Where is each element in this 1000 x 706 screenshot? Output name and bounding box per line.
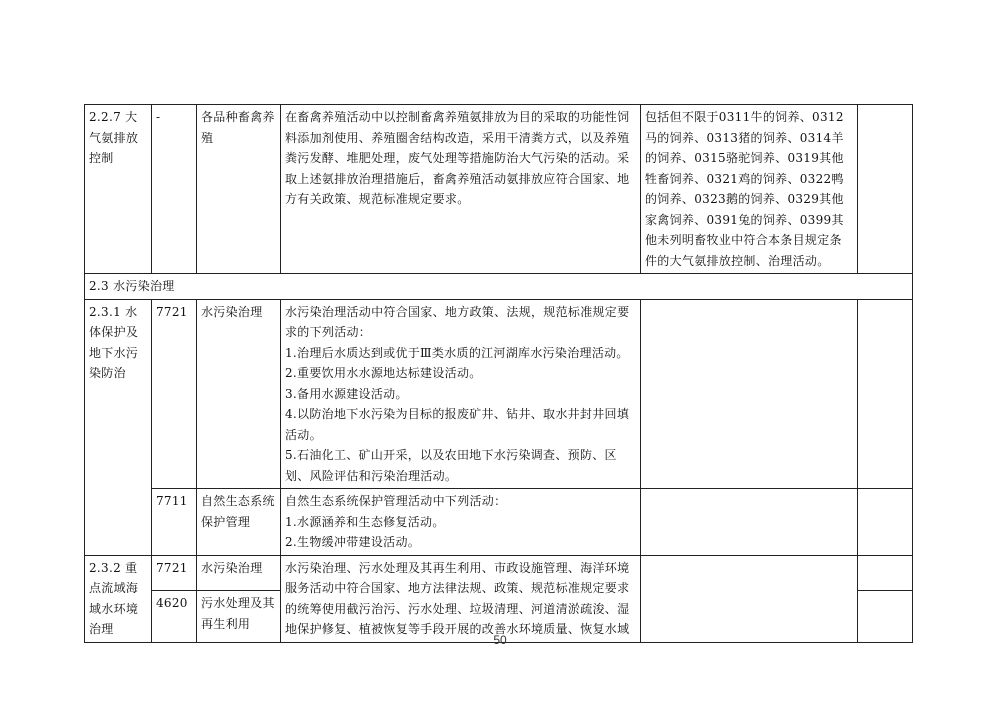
industry-cell: 污水处理及其再生利用	[197, 591, 281, 642]
code-cell: 7711	[152, 489, 197, 556]
extra-cell	[858, 299, 913, 489]
table-row	[85, 489, 913, 556]
notes-cell	[641, 299, 858, 489]
description-item: 3.备用水源建设活动。	[285, 386, 408, 401]
category-cell: 2.3.1 水体保护及地下水污染防治	[85, 299, 152, 555]
table-row	[85, 299, 913, 489]
category-cell: 2.3.2 重点流域海域水环境治理	[85, 555, 152, 642]
description-cell	[281, 489, 641, 556]
description-cell	[281, 299, 641, 489]
description-item: 2.重要饮用水水源地达标建设活动。	[285, 366, 482, 380]
description-item: 1.水源涵养和生态修复活动。	[285, 514, 445, 529]
description-cell: 在畜禽养殖活动中以控制畜禽养殖氨排放为目的采取的功能性饲料添加剂使用、养殖圈舍结构改造，采用干清粪方式，以及养殖粪污发酵、堆肥处理，废气处理等措施防治大气污染的活动。采取上述氨排放治理措施后，畜禽养殖活动氨排放应符合国家、地方有关政策、规范标准规定要求。	[281, 105, 641, 274]
industry-cell: 水污染治理	[197, 299, 281, 489]
extra-cell	[858, 105, 913, 274]
section-header-row	[85, 274, 913, 300]
extra-cell	[858, 555, 913, 591]
description-intro: 水污染治理活动中符合国家、地方政策、法规，规范标准规定要求的下列活动：	[285, 304, 630, 339]
notes-cell: 包括但不限于0311牛的饲养、0312马的饲养、0313猪的饲养、0314羊的饲养、0315骆驼饲养、0319其他牲畜饲养、0321鸡的饲养、0322鸭的饲养、0323鹅的饲养、0329其他家禽饲养、0391兔的饲养、0399其他未列明畜牧业中符合本条目规定条件的大气氨排放控制、治理活动。	[641, 105, 858, 274]
table-row	[85, 555, 913, 591]
description-intro: 自然生态系统保护管理活动中下列活动：	[285, 494, 507, 508]
industry-cell: 水污染治理	[197, 555, 281, 591]
description-item: 5.石油化工、矿山开采，以及农田地下水污染调查、预防、区划、风险评估和污染治理活动。	[285, 448, 617, 483]
page-number: 50	[493, 633, 507, 647]
description-item: 2.生物缓冲带建设活动。	[285, 535, 421, 549]
industry-cell: 自然生态系统保护管理	[197, 489, 281, 556]
description-cell: 水污染治理、污水处理及其再生利用、市政设施管理、海洋环境服务活动中符合国家、地方法律法规、政策、规范标准规定要求的统筹使用截污治污、污水处理、垃圾清理、河道清淤疏浚、湿地保护修复、植被恢复等手段开展的改善水环境质量、恢复水域	[281, 555, 641, 642]
description-item: 1.治理后水质达到或优于Ⅲ类水质的江河湖库水污染治理活动。	[285, 345, 629, 360]
notes-cell	[641, 489, 858, 556]
code-cell: 7721	[152, 555, 197, 591]
notes-cell	[641, 555, 858, 642]
category-cell: 2.2.7 大气氨排放控制	[85, 105, 152, 274]
description-item: 4.以防治地下水污染为目标的报废矿井、钻井、取水井封井回填活动。	[285, 407, 630, 442]
extra-cell	[858, 489, 913, 556]
industry-cell: 各品种畜禽养殖	[197, 105, 281, 274]
section-title: 2.3 水污染治理	[85, 274, 913, 300]
code-cell: 7721	[152, 299, 197, 489]
table-row	[85, 105, 913, 274]
code-cell: 4620	[152, 591, 197, 642]
code-cell: -	[152, 105, 197, 274]
classification-table	[84, 104, 913, 643]
